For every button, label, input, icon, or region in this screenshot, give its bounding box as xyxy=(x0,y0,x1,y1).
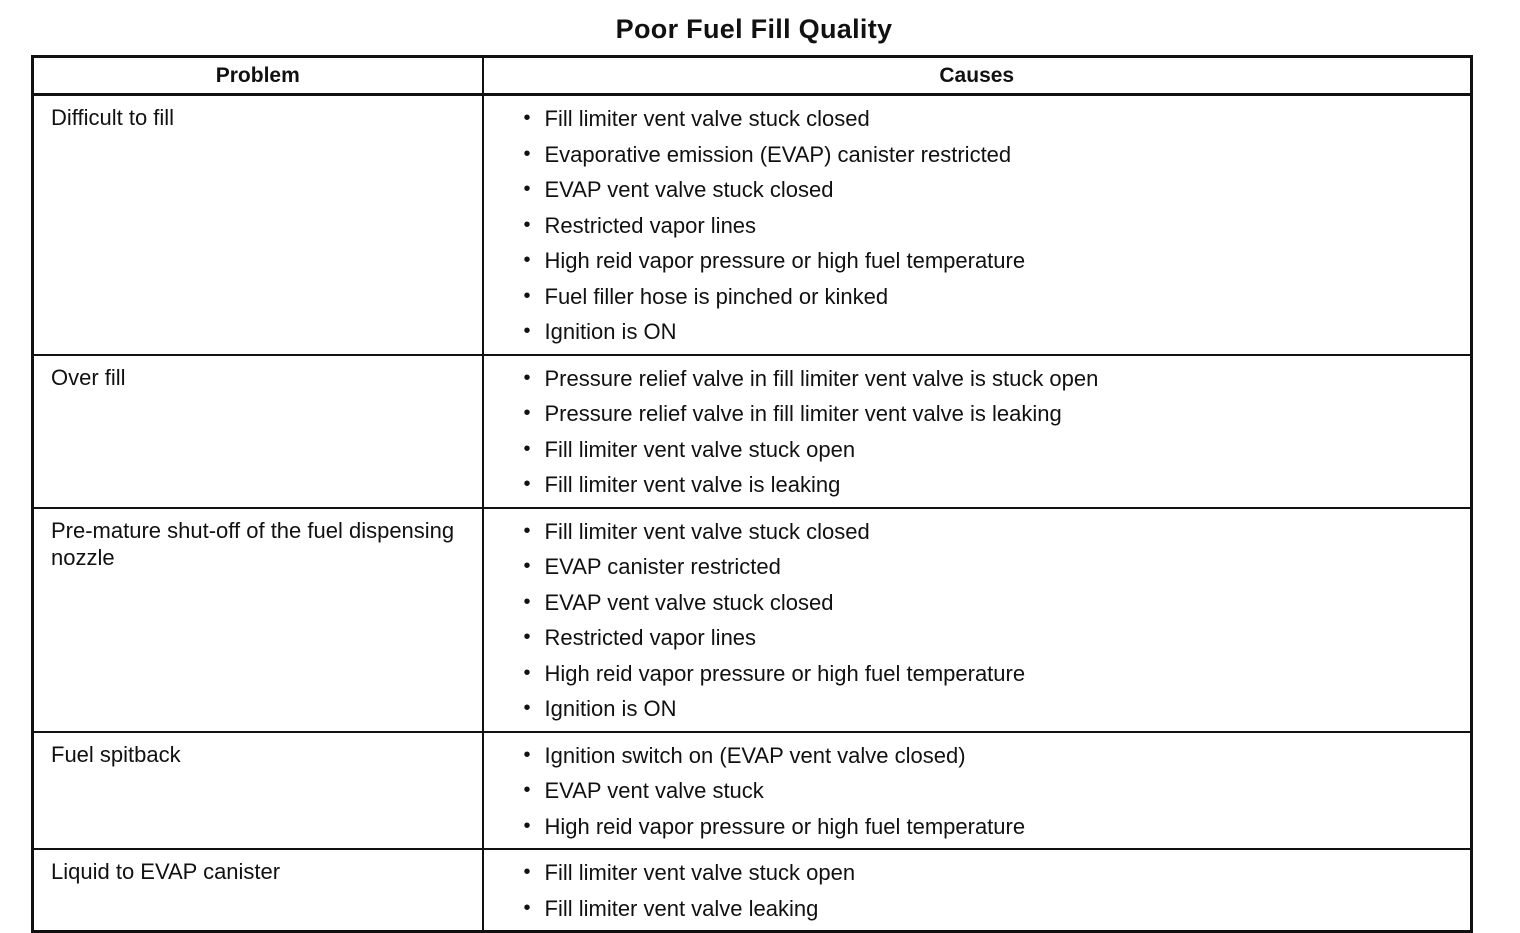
bullet-icon: • xyxy=(523,366,531,389)
cause-text: Fill limiter vent valve stuck open xyxy=(544,860,856,885)
table-row xyxy=(33,732,1472,850)
causes-cell xyxy=(483,508,1472,732)
table-row xyxy=(33,95,1472,355)
cause-text: Fill limiter vent valve is leaking xyxy=(544,472,841,497)
cause-item xyxy=(524,620,1461,656)
cause-list xyxy=(524,361,1461,503)
bullet-icon: • xyxy=(523,661,531,684)
cause-item xyxy=(524,691,1461,727)
cause-text: Pressure relief valve in fill limiter vent valve is stuck open xyxy=(544,365,1099,391)
cause-text: Fuel filler hose is pinched or kinked xyxy=(544,283,889,309)
problem-cell: Over fill xyxy=(33,355,483,508)
fuel-fill-table xyxy=(31,55,1473,933)
problem-cell: Liquid to EVAP canister xyxy=(33,849,483,932)
bullet-icon: • xyxy=(523,555,531,577)
cause-item xyxy=(524,773,1461,809)
cause-item xyxy=(524,809,1461,845)
cause-item xyxy=(524,361,1461,397)
cause-item xyxy=(524,396,1461,432)
table-row xyxy=(33,849,1472,932)
cause-item xyxy=(524,467,1461,503)
cause-text: EVAP vent valve stuck closed xyxy=(544,177,834,202)
cause-list xyxy=(524,101,1461,350)
cause-item xyxy=(524,243,1461,279)
problem-cell: Difficult to fill xyxy=(33,95,483,355)
table-body xyxy=(33,95,1472,932)
cause-item xyxy=(524,279,1461,315)
cause-text: Evaporative emission (EVAP) canister restricted xyxy=(544,141,1012,167)
bullet-icon: • xyxy=(523,743,531,766)
problem-cell: Pre-mature shut-off of the fuel dispensing nozzle xyxy=(33,508,483,732)
cause-text: Fill limiter vent valve leaking xyxy=(544,895,819,921)
cause-text: High reid vapor pressure or high fuel temperature xyxy=(544,248,1026,273)
cause-item xyxy=(524,738,1461,774)
bullet-icon: • xyxy=(523,437,531,460)
problem-cell: Fuel spitback xyxy=(33,732,483,850)
causes-cell xyxy=(483,849,1472,932)
cause-item xyxy=(524,891,1461,927)
bullet-icon: • xyxy=(523,697,531,719)
cause-item xyxy=(524,549,1461,585)
bullet-icon: • xyxy=(523,284,531,307)
bullet-icon: • xyxy=(523,814,531,837)
cause-item xyxy=(524,514,1461,550)
cause-text: EVAP canister restricted xyxy=(544,554,781,579)
table-row xyxy=(33,355,1472,508)
bullet-icon: • xyxy=(523,320,531,342)
bullet-icon: • xyxy=(523,402,531,424)
bullet-icon: • xyxy=(523,861,531,883)
cause-text: Fill limiter vent valve stuck open xyxy=(544,436,856,462)
cause-text: High reid vapor pressure or high fuel temperature xyxy=(544,813,1026,839)
bullet-icon: • xyxy=(523,142,531,165)
cause-text: Restricted vapor lines xyxy=(544,625,757,650)
cause-text: Ignition is ON xyxy=(544,319,677,344)
cause-text: High reid vapor pressure or high fuel temperature xyxy=(544,660,1026,686)
bullet-icon: • xyxy=(523,519,531,542)
causes-cell xyxy=(483,732,1472,850)
cause-item xyxy=(524,137,1461,173)
cause-list xyxy=(524,855,1461,926)
bullet-icon: • xyxy=(523,896,531,919)
bullet-icon: • xyxy=(523,249,531,271)
cause-text: Ignition switch on (EVAP vent valve closed) xyxy=(544,742,966,768)
table-row xyxy=(33,508,1472,732)
cause-list xyxy=(524,514,1461,727)
cause-item xyxy=(524,172,1461,208)
cause-item xyxy=(524,656,1461,692)
cause-text: Fill limiter vent valve stuck closed xyxy=(544,518,870,544)
column-header-causes: Causes xyxy=(483,57,1472,95)
causes-cell xyxy=(483,95,1472,355)
cause-text: EVAP vent valve stuck closed xyxy=(544,589,834,615)
cause-item xyxy=(524,432,1461,468)
cause-text: Pressure relief valve in fill limiter vent valve is leaking xyxy=(544,401,1062,426)
cause-item xyxy=(524,314,1461,350)
bullet-icon: • xyxy=(523,473,531,495)
cause-item xyxy=(524,585,1461,621)
bullet-icon: • xyxy=(523,107,531,129)
causes-cell xyxy=(483,355,1472,508)
bullet-icon: • xyxy=(523,213,531,236)
bullet-icon: • xyxy=(523,590,531,613)
cause-list xyxy=(524,738,1461,845)
cause-text: Ignition is ON xyxy=(544,696,677,721)
cause-text: Restricted vapor lines xyxy=(544,212,757,238)
bullet-icon: • xyxy=(523,626,531,648)
page-title: Poor Fuel Fill Quality xyxy=(615,14,893,44)
cause-text: Fill limiter vent valve stuck closed xyxy=(544,106,870,131)
cause-item xyxy=(524,208,1461,244)
bullet-icon: • xyxy=(523,178,531,200)
cause-item xyxy=(524,101,1461,137)
bullet-icon: • xyxy=(523,779,531,801)
cause-text: EVAP vent valve stuck xyxy=(544,778,764,803)
table-header-row xyxy=(33,57,1472,95)
column-header-problem: Problem xyxy=(33,57,483,95)
cause-item xyxy=(524,855,1461,891)
